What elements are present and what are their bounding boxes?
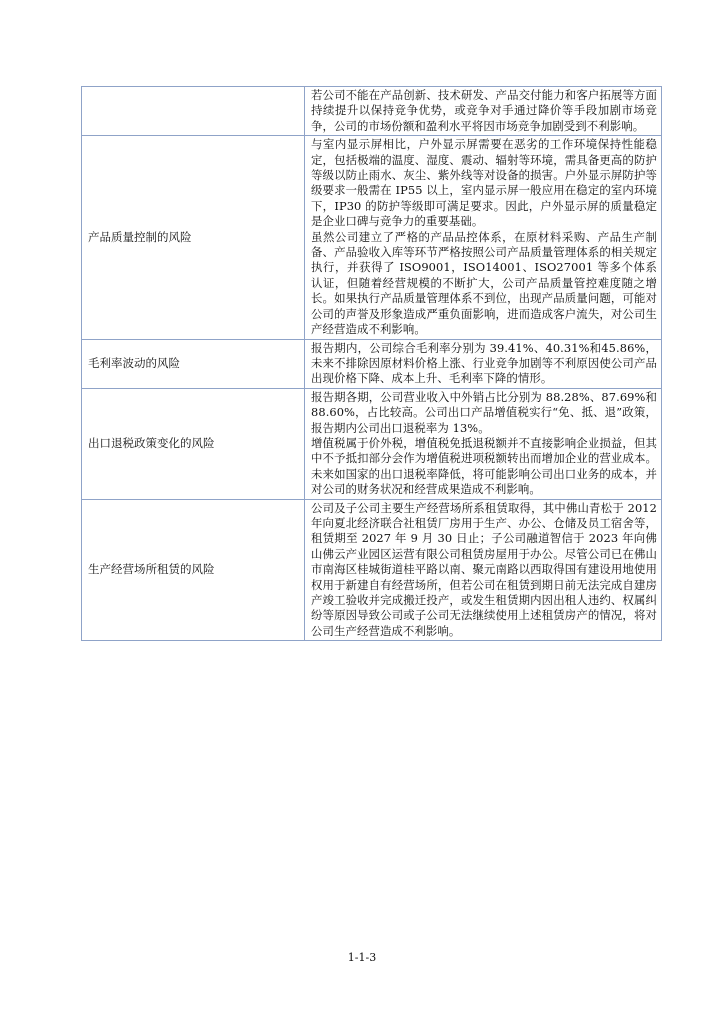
risk-description-cell [305,87,662,136]
risk-table [81,86,662,641]
table-row [82,339,662,388]
description-paragraph: 公司及子公司主要生产经营场所系租赁取得，其中佛山青松于 2012 年向夏北经济联合社租赁厂房用于生产、办公、仓储及员工宿舍等，租赁期至 2027 年 9 月 30 日止；子公司融道智信于 2023 年向佛山佛云产业园区运营有限公司租赁房屋用于办公。尽管公司已在佛山市南海区桂城街道桂平路以南、聚元南路以西取得国有建设用地使用权用于新建自有经营场所，但若公司在租赁到期日前无法完成自建房产竣工验收并完成搬迁投产，或发生租赁期内因出租人违约、权属纠纷等原因导致公司或子公司无法继续使用上述租赁房产的情况，将对公司生产经营造成不利影响。 [311,500,657,638]
description-paragraph: 与室内显示屏相比，户外显示屏需要在恶劣的工作环境保持性能稳定，包括极端的温度、湿度、震动、辐射等环境，需具备更高的防护等级以防止雨水、灰尘、紫外线等对设备的损害。户外显示屏防护等级要求一般需在 IP55 以上，室内显示屏一般应用在稳定的室内环境下，IP30 的防护等级即可满足要求。因此，户外显示屏的质量稳定是企业口碑与竞争力的重要基础。 [311,137,657,229]
risk-description-cell [305,136,662,339]
description-paragraph: 虽然公司建立了严格的产品品控体系，在原材料采购、产品生产制备、产品验收入库等环节严格按照公司产品质量管理体系的相关规定执行，并获得了 ISO9001，ISO14001、ISO27001 等多个体系认证，但随着经营规模的不断扩大，公司产品质量管控难度随之增长。如果执行产品质量管理体系不到位，出现产品质量问题，可能对公司的声誉及形象造成严重负面影响，进而造成客户流失，对公司生产经营造成不利影响。 [311,229,657,337]
risk-description-cell [305,499,662,641]
table-row [82,136,662,339]
risk-name-cell: 出口退税政策变化的风险 [82,388,305,499]
description-paragraph: 若公司不能在产品创新、技术研发、产品交付能力和客户拓展等方面持续提升以保持竞争优势，或竞争对手通过降价等手段加剧市场竞争，公司的市场份额和盈利水平将因市场竞争加剧受到不利影响。 [311,88,657,133]
description-paragraph: 报告期内，公司综合毛利率分别为 39.41%、40.31%和45.86%，未来不排除因原材料价格上涨、行业竞争加剧等不利原因使公司产品出现价格下降、成本上升、毛利率下降的情形。 [311,340,657,386]
description-paragraph: 报告期各期，公司营业收入中外销占比分别为 88.28%、87.69%和 88.60%，占比较高。公司出口产品增值税实行“免、抵、退”政策，报告期内公司出口退税率为 13%。 [311,389,657,435]
risk-description-cell [305,388,662,499]
risk-name-cell: 毛利率波动的风险 [82,339,305,388]
description-paragraph: 增值税属于价外税，增值税免抵退税额并不直接影响企业损益，但其中不予抵扣部分会作为增值税进项税额转出而增加企业的营业成本。未来如国家的出口退税率降低，将可能影响公司出口业务的成本，并对公司的财务状况和经营成果造成不利影响。 [311,435,657,497]
risk-name-cell: 产品质量控制的风险 [82,136,305,339]
table-row [82,388,662,499]
page-number: 1-1-3 [347,951,377,964]
risk-name-cell: 生产经营场所租赁的风险 [82,499,305,641]
risk-name-cell [82,87,305,136]
table-row [82,499,662,641]
table-row [82,87,662,136]
risk-description-cell [305,339,662,388]
